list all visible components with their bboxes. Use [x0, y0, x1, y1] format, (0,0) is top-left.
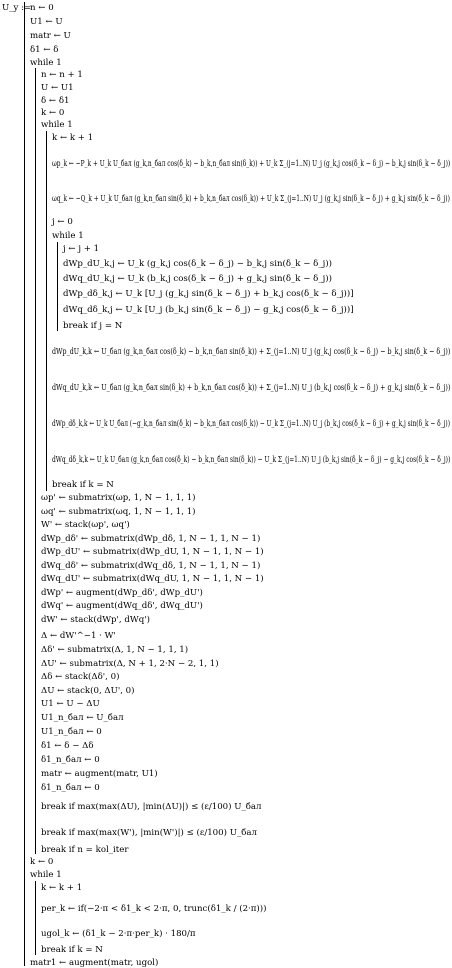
- code-line: dWq_dδ_k,k ← U_k U_бал (g_k,n_бал cos(δ_k) − b_k,n_бал sin(δ_k)) − U_k Σ_(j=1..N) U_j (b_k,j sin(δ_k − δ_j) − g_k,j cos(δ_k − δ_j)): [52, 455, 451, 465]
- code-line: ΔU ← stack(0, ΔU', 0): [41, 686, 135, 696]
- code-line: δ1 ← δ − Δδ: [41, 741, 94, 751]
- code-line: δ1_n_бал ← 0: [41, 755, 100, 765]
- code-line: ωp_k ← −P_k + U_k U_бал (g_k,n_бал cos(δ_k) − b_k,n_бал sin(δ_k)) + U_k Σ_(j=1..N) U_j (g_k,j cos(δ_k − δ_j) − b_k,j sin(δ_k − δ_j)): [52, 159, 451, 169]
- code-line: U1 ← U: [30, 17, 63, 27]
- function-name: U_y :=: [2, 3, 32, 13]
- code-line: k ← 0: [41, 108, 65, 118]
- code-line: k ← 0: [30, 857, 54, 867]
- code-line: break if max(max(W'), |min(W')|) ≤ (ε/100) U_бал: [41, 828, 257, 838]
- code-line: while 1: [41, 120, 73, 130]
- code-line: ωq_k ← −Q_k + U_k U_бал (g_k,n_бал sin(δ_k) + b_k,n_бал cos(δ_k)) + U_k Σ_(j=1..N) U_j (g_k,j sin(δ_k − δ_j) + g_k,j sin(δ_k − δ_j)): [52, 194, 450, 204]
- code-line: per_k ← if(−2·π < δ1_k < 2·π, 0, trunc(δ1_k / (2·π))): [41, 904, 267, 914]
- code-line: dWq_dδ' ← submatrix(dWq_dδ, 1, N − 1, 1, N − 1): [41, 561, 261, 571]
- code-line: break if n = kol_iter: [41, 845, 129, 855]
- code-line: while 1: [52, 231, 84, 241]
- code-line: dWq_dU' ← submatrix(dWq_dU, 1, N − 1, 1, N − 1): [41, 574, 264, 584]
- code-line: break if k = N: [41, 945, 103, 955]
- code-line: while 1: [30, 58, 62, 68]
- code-line: dWp_dU_k,k ← U_бал (g_k,n_бал cos(δ_k) − b_k,n_бал sin(δ_k)) + Σ_(j=1..N) U_j (g_k,j cos(δ_k − δ_j) − b_k,j sin(δ_k − δ_j)): [52, 347, 451, 357]
- code-line: dWp_dU' ← submatrix(dWp_dU, 1, N − 1, 1, N − 1): [41, 547, 264, 557]
- code-line: dWq_dU_k,k ← U_бал (g_k,n_бал sin(δ_k) + b_k,n_бал cos(δ_k)) + Σ_(j=1..N) U_j (b_k,j cos(δ_k − δ_j) + g_k,j sin(δ_k − δ_j)): [52, 383, 451, 393]
- code-line: j ← 0: [52, 217, 73, 227]
- code-line: Δδ ← stack(Δδ', 0): [41, 672, 120, 682]
- code-line: while 1: [30, 870, 62, 880]
- code-line: U1_n_бал ← 0: [41, 727, 102, 737]
- code-line: Δ ← dW'^−1 · W': [41, 631, 116, 641]
- code-line: dWp_dδ_k,k ← U_k U_бал (−g_k,n_бал sin(δ_k) − b_k,n_бал cos(δ_k)) − U_k Σ_(j=1..N) U_j (b_k,j cos(δ_k − δ_j) + g_k,j sin(δ_k − δ_j)): [52, 419, 450, 429]
- code-line: dWq_dU_k,j ← U_k (b_k,j cos(δ_k − δ_j) + g_k,j sin(δ_k − δ_j)): [63, 274, 333, 284]
- code-line: matr1 ← augment(matr, ugol): [30, 958, 159, 968]
- program-bar-while-4: [35, 881, 36, 955]
- code-line: break if max(max(ΔU), |min(ΔU)|) ≤ (ε/100) U_бал: [41, 802, 262, 812]
- code-line: k ← k + 1: [41, 883, 83, 893]
- code-line: dWp_dδ' ← submatrix(dWp_dδ, 1, N − 1, 1, N − 1): [41, 534, 261, 544]
- code-line: k ← k + 1: [52, 133, 94, 143]
- code-line: δ1_n_бал ← 0: [41, 783, 100, 793]
- code-line: ugol_k ← (δ1_k − 2·π·per_k) · 180/π: [41, 929, 196, 939]
- code-line: W' ← stack(ωp', ωq'): [41, 520, 130, 530]
- code-line: U1_n_бал ← U_бал: [41, 713, 124, 723]
- program-bar-while-2: [46, 131, 47, 491]
- code-line: dWq' ← augment(dWq_dδ', dWq_dU'): [41, 601, 203, 611]
- program-bar-outer: [24, 2, 25, 966]
- code-line: break if j = N: [63, 321, 123, 331]
- code-line: Δδ' ← submatrix(Δ, 1, N − 1, 1, 1): [41, 645, 189, 655]
- code-line: dWp_dδ_k,j ← U_k [U_j (g_k,j sin(δ_k − δ_j) + b_k,j cos(δ_k − δ_j))]: [63, 289, 354, 299]
- code-line: ωq' ← submatrix(ωq, 1, N − 1, 1, 1): [41, 507, 196, 517]
- code-line: U ← U1: [41, 83, 74, 93]
- program-bar-while-1: [35, 68, 36, 854]
- code-line: ΔU' ← submatrix(Δ, N + 1, 2·N − 2, 1, 1): [41, 659, 219, 669]
- code-line: δ1 ← δ: [30, 45, 59, 55]
- program-bar-while-3: [57, 242, 58, 331]
- code-line: dWq_dδ_k,j ← U_k [U_j (b_k,j sin(δ_k − δ_j) − g_k,j cos(δ_k − δ_j))]: [63, 305, 354, 315]
- code-line: break if k = N: [52, 480, 114, 490]
- code-line: matr ← augment(matr, U1): [41, 769, 158, 779]
- code-line: ωp' ← submatrix(ωp, 1, N − 1, 1, 1): [41, 493, 196, 503]
- code-line: matr ← U: [30, 31, 71, 41]
- code-line: n ← n + 1: [41, 70, 83, 80]
- code-line: dWp' ← augment(dWp_dδ', dWp_dU'): [41, 588, 203, 598]
- code-line: U1 ← U − ΔU: [41, 699, 100, 709]
- code-line: δ ← δ1: [41, 96, 70, 106]
- code-line: dW' ← stack(dWp', dWq'): [41, 615, 150, 625]
- code-line: dWp_dU_k,j ← U_k (g_k,j cos(δ_k − δ_j) − b_k,j sin(δ_k − δ_j)): [63, 259, 333, 269]
- code-line: n ← 0: [30, 3, 54, 13]
- code-line: j ← j + 1: [63, 244, 100, 254]
